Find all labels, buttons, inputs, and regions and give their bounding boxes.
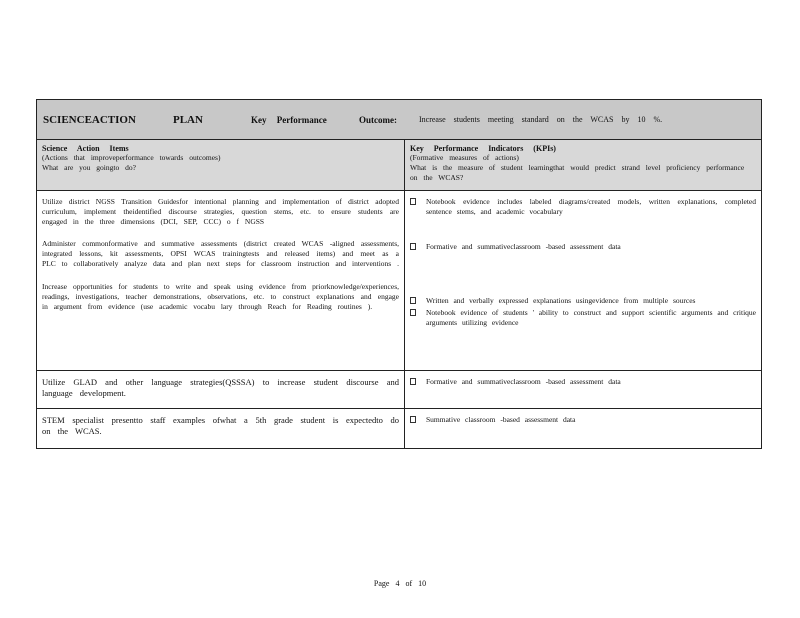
- action-plan-table: [36, 99, 762, 449]
- checkbox-bullet-icon: [410, 378, 416, 385]
- checkbox-bullet-icon: [410, 416, 416, 423]
- left-header-question: What are you goingto do?: [42, 163, 136, 172]
- kpi-bullet: [410, 296, 756, 306]
- table-row: [37, 409, 761, 448]
- kpi-text: Formative and summativeclassroom -based assessment data: [426, 377, 621, 386]
- title-science-action: SCIENCEACTION: [43, 113, 136, 126]
- action-items-cell: [37, 409, 405, 448]
- left-header-subtitle: (Actions that improveperformance towards outcomes): [42, 153, 221, 162]
- kpi-text: Notebook evidence includes labeled diagrams/created models, written explanations, completed sentence stems, and academic vocabulary: [426, 197, 756, 216]
- right-header-subtitle: (Formative measures of actions): [410, 153, 519, 162]
- outcome-goal-text: Increase students meeting standard on the WCAS by 10 %.: [419, 115, 663, 124]
- action-item: Increase opportunities for students to write and speak using evidence from priorknowledge/experiences, readings, investigations, teacher demonstrations, observations, etc. to construct explanations and engage in argument from evidence (use academic vocabu lary through Reach for Reading routines ).: [42, 282, 399, 311]
- action-item: STEM specialist presentto staff examples ofwhat a 5th grade student is expectedto do on the WCAS.: [42, 415, 399, 436]
- action-item: Administer commonformative and summative assessments (district created WCAS -aligned assessments, integrated lessons, kit assessments, OPSI WCAS trainingtests and released items) and meet as a PLC to collaboratively analyze data and plan next steps for classroom instruction and interventions .: [42, 239, 399, 268]
- table-row: [37, 371, 761, 409]
- action-item: Utilize district NGSS Transition Guidesfor intentional planning and implementation of district adopted curriculum, implement theidentified discourse strategies, question stems, etc. to ensure students are engaged in the three dimensions (DCI, SEP, CCC) o f NGSS: [42, 197, 399, 226]
- checkbox-bullet-icon: [410, 243, 416, 250]
- kpi-bullet: [410, 308, 756, 328]
- title-key-performance: Key Performance: [251, 114, 327, 125]
- kpi-text: Summative classroom -based assessment data: [426, 415, 576, 424]
- table-row: [37, 191, 761, 371]
- page-number: Page 4 of 10: [373, 579, 427, 588]
- kpi-text: Formative and summativeclassroom -based assessment data: [426, 242, 621, 251]
- kpi-bullet: [410, 415, 756, 425]
- checkbox-bullet-icon: [410, 297, 416, 304]
- right-column-header: [405, 140, 761, 190]
- left-header-title: Science Action Items: [42, 144, 129, 153]
- action-item: Utilize GLAD and other language strategies(QSSSA) to increase student discourse and language development.: [42, 377, 399, 398]
- kpi-bullet: [410, 242, 756, 252]
- title-plan: PLAN: [173, 113, 203, 126]
- kpi-cell: [405, 191, 761, 370]
- left-column-header: [37, 140, 405, 190]
- kpi-cell: [405, 409, 761, 448]
- checkbox-bullet-icon: [410, 198, 416, 205]
- action-items-cell: [37, 371, 405, 408]
- kpi-text: Written and verbally expressed explanations usingevidence from multiple sources: [426, 296, 696, 305]
- kpi-bullet: [410, 377, 756, 387]
- checkbox-bullet-icon: [410, 309, 416, 316]
- title-outcome-label: Outcome:: [359, 114, 397, 125]
- action-items-cell: [37, 191, 405, 370]
- right-header-question: What is the measure of student learningthat would predict strand level proficiency performance on the WCAS?: [410, 163, 745, 182]
- column-header-row: [37, 140, 761, 191]
- title-row: [37, 100, 761, 140]
- kpi-bullet: [410, 197, 756, 217]
- right-header-title: Key Performance Indicators (KPIs): [410, 144, 556, 153]
- kpi-cell: [405, 371, 761, 408]
- kpi-text: Notebook evidence of students ' ability to construct and support scientific arguments and critique arguments utilizing evidence: [426, 308, 756, 327]
